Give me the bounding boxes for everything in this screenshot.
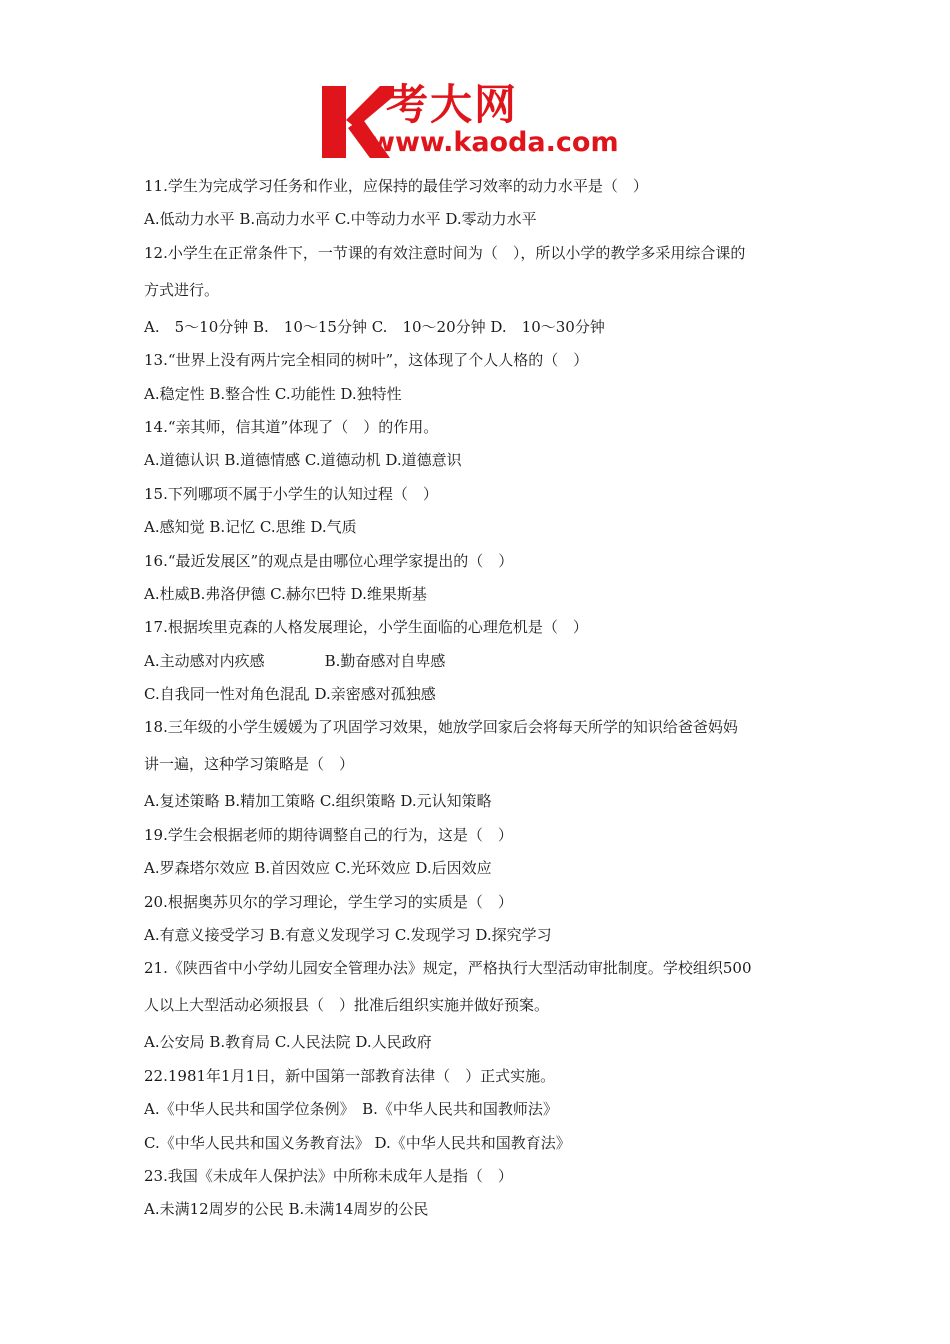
options-23-ab: A.未满12周岁的公民 B.未满14周岁的公民 [144, 1200, 429, 1219]
options-14: A.道德认识 B.道德情感 C.道德动机 D.道德意识 [144, 451, 462, 470]
question-list [144, 172, 824, 1229]
question-23: 23.我国《未成年人保护法》中所称未成年人是指（ ） [144, 1166, 513, 1185]
question-20: 20.根据奥苏贝尔的学习理论，学生学习的实质是（ ） [144, 892, 513, 911]
options-18: A.复述策略 B.精加工策略 C.组织策略 D.元认知策略 [144, 792, 492, 811]
question-17: 17.根据埃里克森的人格发展理论，小学生面临的心理危机是（ ） [144, 618, 588, 637]
logo-url-text: www.kaoda.com [370, 127, 619, 158]
question-14: 14.“亲其师，信其道”体现了（ ）的作用。 [144, 417, 439, 436]
question-13: 13.“世界上没有两片完全相同的树叶”，这体现了个人人格的（ ） [144, 351, 589, 370]
options-12: A. 5～10分钟 B. 10～15分钟 C. 10～20分钟 D. 10～30分钟 [144, 317, 605, 336]
options-20: A.有意义接受学习 B.有意义发现学习 C.发现学习 D.探究学习 [144, 926, 552, 945]
options-19: A.罗森塔尔效应 B.首因效应 C.光环效应 D.后因效应 [144, 859, 492, 878]
options-16: A.杜威B.弗洛伊德 C.赫尔巴特 D.维果斯基 [144, 584, 427, 603]
question-22: 22.1981年1月1日，新中国第一部教育法律（ ）正式实施。 [144, 1066, 556, 1085]
question-11: 11.学生为完成学习任务和作业，应保持的最佳学习效率的动力水平是（ ） [144, 177, 648, 195]
options-17-cd: C.自我同一性对角色混乱 D.亲密感对孤独感 [144, 685, 436, 704]
question-18-cont: 讲一遍，这种学习策略是（ ） [144, 755, 355, 774]
question-18: 18.三年级的小学生媛媛为了巩固学习效果，她放学回家后会将每天所学的知识给爸爸妈妈 [144, 718, 738, 737]
question-19: 19.学生会根据老师的期待调整自己的行为，这是（ ） [144, 825, 513, 844]
question-15: 15.下列哪项不属于小学生的认知过程（ ） [144, 484, 438, 503]
options-15: A.感知觉 B.记忆 C.思维 D.气质 [144, 518, 357, 537]
options-17-ab: A.主动感对内疚感 B.勤奋感对自卑感 [144, 651, 446, 670]
logo-brand-text: 考大网 [386, 80, 519, 129]
question-21-cont: 人以上大型活动必须报县（ ）批准后组织实施并做好预案。 [144, 996, 550, 1015]
options-11: A.低动力水平 B.高动力水平 C.中等动力水平 D.零动力水平 [144, 210, 537, 229]
question-21: 21.《陕西省中小学幼儿园安全管理办法》规定，严格执行大型活动审批制度。学校组织500 [144, 959, 752, 978]
options-22-cd: C.《中华人民共和国义务教育法》 D.《中华人民共和国教育法》 [144, 1133, 571, 1152]
question-12: 12.小学生在正常条件下，一节课的有效注意时间为（ ），所以小学的教学多采用综合课的 [144, 243, 746, 262]
kaoda-logo [318, 82, 638, 162]
options-21: A.公安局 B.教育局 C.人民法院 D.人民政府 [144, 1033, 432, 1052]
question-16: 16.“最近发展区”的观点是由哪位心理学家提出的（ ） [144, 551, 514, 570]
options-13: A.稳定性 B.整合性 C.功能性 D.独特性 [144, 384, 402, 403]
options-22-ab: A.《中华人民共和国学位条例》 B.《中华人民共和国教师法》 [144, 1100, 558, 1119]
question-12-cont: 方式进行。 [144, 280, 220, 299]
